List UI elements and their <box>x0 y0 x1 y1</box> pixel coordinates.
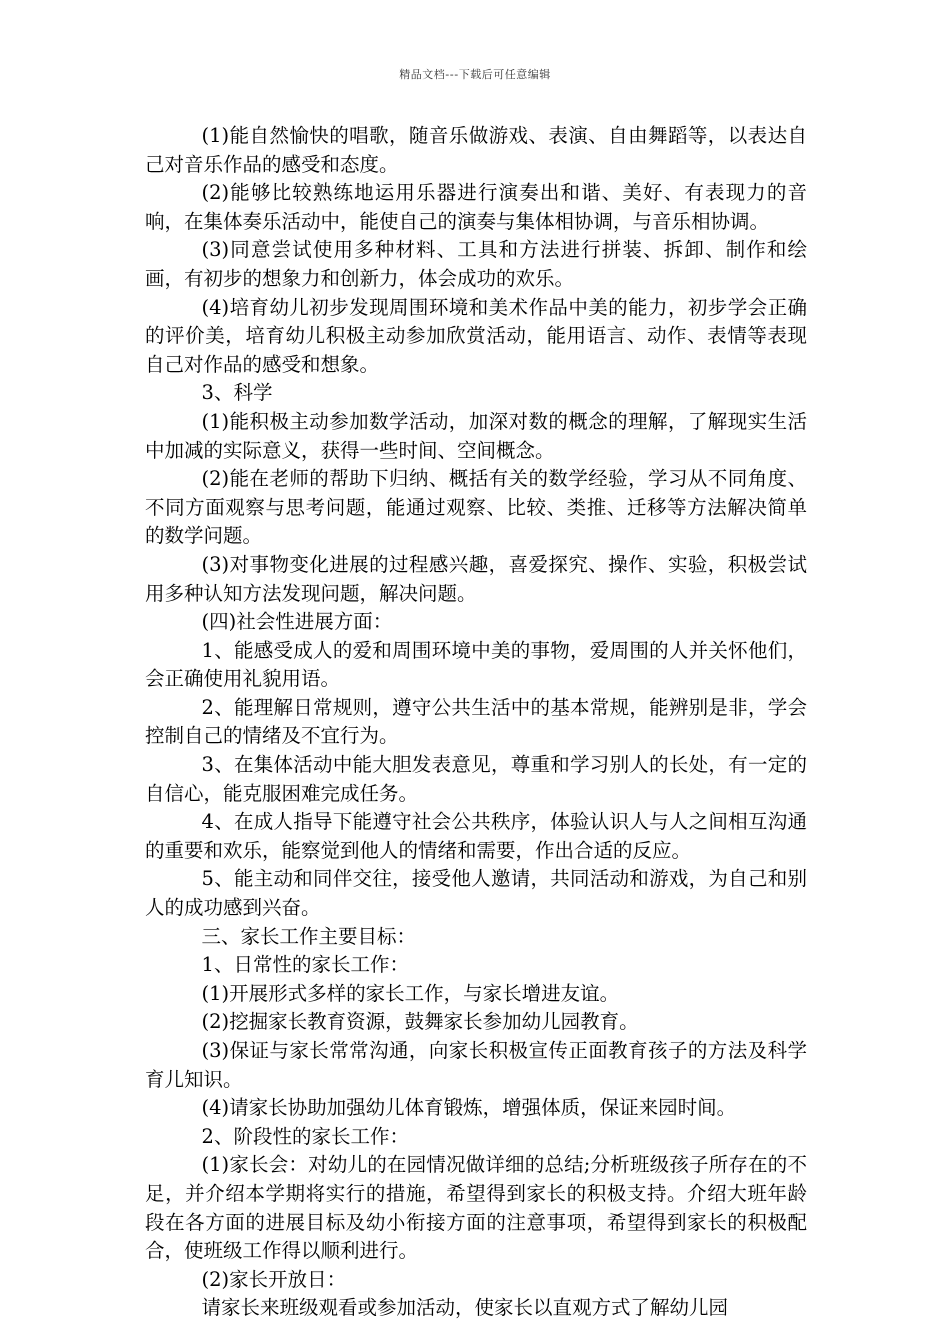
paragraph: (1)开展形式多样的家长工作，与家长增进友谊。 <box>201 981 620 1005</box>
paragraph: (2)能在老师的帮助下归纳、概括有关的数学经验，学习从不同角度、不同方面观察与思考问题，能通过观察、比较、类推、迁移等方法解决简单的数学问题。 <box>145 467 807 548</box>
paragraph: (1)能积极主动参加数学活动，加深对数的概念的理解，了解现实生活中加减的实际意义，获得一些时间、空间概念。 <box>145 409 807 462</box>
paragraph: (3)同意尝试使用多种材料、工具和方法进行拼装、拆卸、制作和绘画，有初步的想象力和创新力，体会成功的欢乐。 <box>145 238 807 290</box>
paragraph: 5、能主动和同伴交往，接受他人邀请，共同活动和游戏，为自己和别人的成功感到兴奋。 <box>145 867 807 920</box>
paragraph: 3、在集体活动中能大胆发表意见，尊重和学习别人的长处，有一定的自信心，能克服困难完成任务。 <box>145 753 807 805</box>
paragraph: (2)能够比较熟练地运用乐器进行演奏出和谐、美好、有表现力的音响，在集体奏乐活动中，能使自己的演奏与集体相协调，与音乐相协调。 <box>145 181 807 233</box>
paragraph: (4)培育幼儿初步发现周围环境和美术作品中美的能力，初步学会正确的评价美，培育幼儿积极主动参加欣赏活动，能用语言、动作、表情等表现自己对作品的感受和想象。 <box>145 295 807 376</box>
section-heading: 2、阶段性的家长工作： <box>201 1124 409 1148</box>
paragraph: 1、能感受成人的爱和周围环境中美的事物，爱周围的人并关怀他们，会正确使用礼貌用语。 <box>145 638 807 691</box>
section-heading: 三、家长工作主要目标： <box>201 924 417 948</box>
paragraph: (4)请家长协助加强幼儿体育锻炼，增强体质，保证来园时间。 <box>201 1096 737 1120</box>
paragraph: 4、在成人指导下能遵守社会公共秩序，体验认识人与人之间相互沟通的重要和欢乐，能察觉到他人的情绪和需要，作出合适的反应。 <box>145 810 807 862</box>
paragraph: 请家长来班级观看或参加活动，使家长以直观方式了解幼儿园 <box>201 1296 729 1320</box>
section-heading: 3、科学 <box>201 381 273 405</box>
paragraph: (1)家长会：对幼儿的在园情况做详细的总结;分析班级孩子所存在的不足，并介绍本学期将实行的措施，希望得到家长的积极支持。介绍大班年龄段在各方面的进展目标及幼小衔接方面的注意事项，希望得到家长的积极配合，使班级工作得以顺利进行。 <box>145 1153 807 1263</box>
section-heading: (四)社会性进展方面： <box>201 610 393 634</box>
section-heading: 1、日常性的家长工作： <box>201 953 409 977</box>
paragraph: 2、能理解日常规则，遵守公共生活中的基本常规，能辨别是非，学会控制自己的情绪及不宜行为。 <box>145 695 807 748</box>
paragraph: (2)挖掘家长教育资源，鼓舞家长参加幼儿园教育。 <box>201 1010 639 1034</box>
paragraph: (3)对事物变化进展的过程感兴趣，喜爱探究、操作、实验，积极尝试用多种认知方法发现问题，解决问题。 <box>145 552 807 605</box>
paragraph: (1)能自然愉快的唱歌，随音乐做游戏、表演、自由舞蹈等，以表达自己对音乐作品的感受和态度。 <box>145 124 807 176</box>
page-header: 精品文档---下载后可任意编辑 <box>399 68 551 81</box>
paragraph: (3)保证与家长常常沟通，向家长积极宣传正面教育孩子的方法及科学育儿知识。 <box>145 1039 807 1091</box>
section-heading: (2)家长开放日： <box>201 1267 347 1291</box>
document-body <box>145 122 807 1323</box>
